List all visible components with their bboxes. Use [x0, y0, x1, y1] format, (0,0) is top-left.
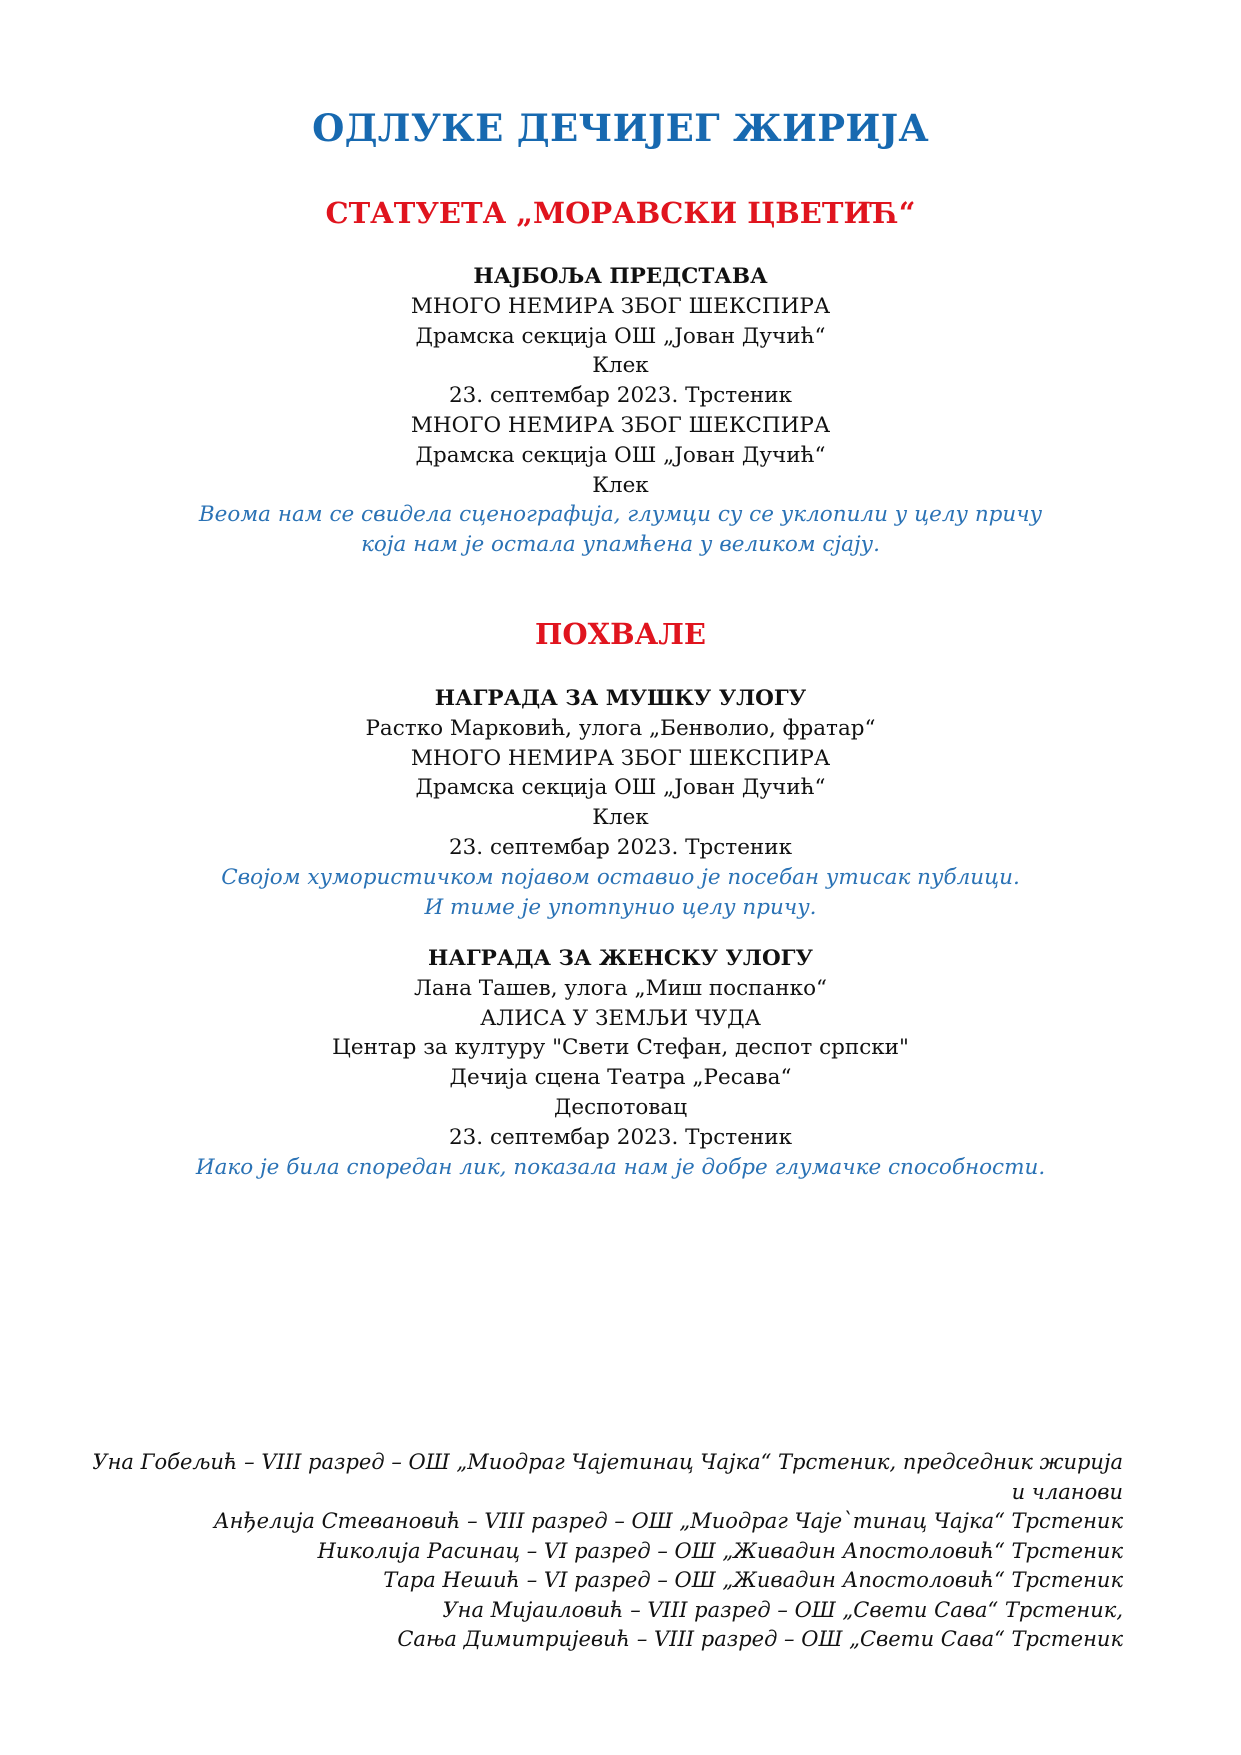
jury-member: и чланови [1011, 1479, 1123, 1504]
best-show-comment: која нам је остала упамћена у великом сјају. [361, 532, 880, 558]
best-show-line: Клек [592, 472, 649, 498]
best-show-line: МНОГО НЕМИРА ЗБОГ ШЕКСПИРА [410, 293, 831, 319]
female-role-line: Центар за културу "Свети Стефан, деспот српски" [332, 1035, 909, 1061]
best-show-category: НАЈБОЉА ПРЕДСТАВА [473, 264, 768, 289]
male-role-comment: И тиме је употпунио целу причу. [424, 894, 817, 920]
jury-member: Анђелија Стевановић – VIII разред – ОШ „Миодраг Чаје`тинац Чајка“ Трстеник [213, 1509, 1123, 1533]
praises-heading: ПОХВАЛЕ [534, 617, 707, 651]
male-role-line: Клек [592, 805, 649, 831]
jury-member: Сања Димитријевић – VIII разред – ОШ „Свети Сава“ Трстеник [397, 1627, 1123, 1651]
best-show-line: 23. септембар 2023. Трстеник [448, 383, 793, 409]
page-title: ОДЛУКЕ ДЕЧИЈЕГ ЖИРИЈА [312, 106, 929, 150]
female-role-line: Деспотовац [553, 1094, 688, 1120]
male-role-section [120, 684, 1121, 922]
female-role-line: Дечија сцена Театра „Ресава“ [449, 1065, 792, 1091]
male-role-comment: Својом хумористичком појавом оставио је посебан утисак публици. [221, 864, 1020, 890]
male-role-line: МНОГО НЕМИРА ЗБОГ ШЕКСПИРА [410, 745, 831, 771]
jury-member: Уна Гобељић – VIII разред – ОШ „Миодраг Чајетинац Чајка“ Трстеник, председник жирија [92, 1450, 1123, 1474]
female-role-line: Лана Ташев, улога „Миш поспанко“ [413, 975, 828, 1001]
female-role-category: НАГРАДА ЗА ЖЕНСКУ УЛОГУ [428, 946, 813, 971]
best-show-line: Клек [592, 353, 649, 379]
jury-member: Тара Нешић – VI разред – ОШ „Живадин Апостоловић“ Трстеник [383, 1568, 1123, 1592]
female-role-comment: Иако је била споредан лик, показала нам је добре глумачке способности. [195, 1154, 1046, 1180]
best-show-section [120, 262, 1121, 560]
female-role-section [120, 944, 1121, 1182]
male-role-category: НАГРАДА ЗА МУШКУ УЛОГУ [434, 686, 807, 711]
jury-member: Уна Мијаиловић – VIII разред – ОШ „Свети Сава“ Трстеник, [442, 1597, 1123, 1622]
female-role-line: 23. септембар 2023. Трстеник [448, 1124, 793, 1150]
best-show-line: Драмска секција ОШ „Јован Дучић“ [415, 323, 826, 349]
jury-list [83, 1448, 1123, 1655]
female-role-line: АЛИСА У ЗЕМЉИ ЧУДА [480, 1005, 761, 1031]
male-role-line: 23. септембар 2023. Трстеник [448, 834, 793, 860]
statuette-heading: СТАТУЕТА „МОРАВСКИ ЦВЕТИЋ“ [325, 196, 916, 230]
best-show-comment: Веома нам се свидела сценографија, глумци су се уклопили у целу причу [198, 502, 1043, 528]
best-show-line: МНОГО НЕМИРА ЗБОГ ШЕКСПИРА [410, 412, 831, 438]
best-show-line: Драмска секција ОШ „Јован Дучић“ [415, 442, 826, 468]
male-role-line: Драмска секција ОШ „Јован Дучић“ [415, 775, 826, 801]
male-role-line: Растко Марковић, улога „Бенволио, фратар“ [365, 715, 876, 741]
jury-member: Николија Расинац – VI разред – ОШ „Живадин Апостоловић“ Трстеник [317, 1538, 1123, 1563]
